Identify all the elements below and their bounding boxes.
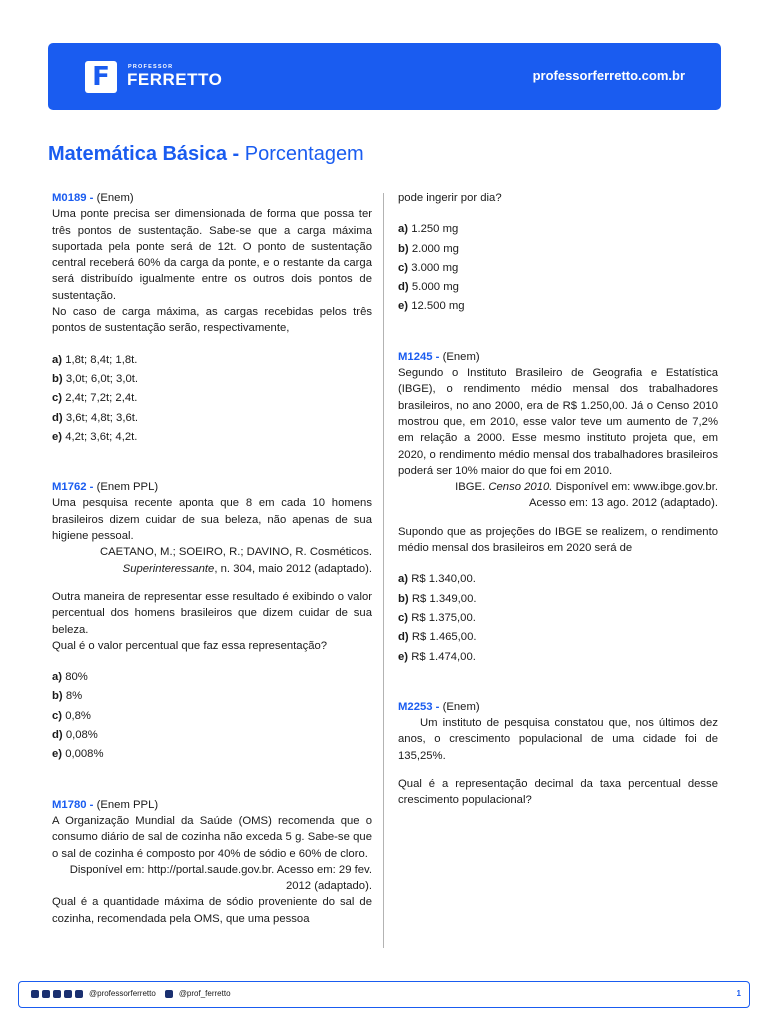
reference-line: CAETANO, M.; SOEIRO, R.; DAVINO, R. Cosméticos. xyxy=(99,546,372,559)
social-handle[interactable]: @professorferretto xyxy=(89,989,156,998)
question-m1780-continued xyxy=(398,190,718,315)
question-prompt: Supondo que as projeções do IBGE se realizem, o rendimento médio mensal dos brasileiros em 2020 será de xyxy=(398,525,718,555)
option-c[interactable]: c) 0,8% xyxy=(52,709,91,722)
header-banner xyxy=(48,43,721,110)
question-source: (Enem PPL) xyxy=(96,798,159,811)
option-c[interactable]: c) 3.000 mg xyxy=(398,261,459,274)
youtube-icon[interactable] xyxy=(31,990,39,998)
option-a[interactable]: a) R$ 1.340,00. xyxy=(398,573,476,586)
question-text: Um instituto de pesquisa constatou que, nos últimos dez anos, o crescimento populacional de uma cidade foi de 135,25%. xyxy=(398,717,718,762)
logo-name: FERRETTO xyxy=(127,70,223,89)
option-a[interactable]: a) 80% xyxy=(52,671,88,684)
column-divider xyxy=(383,193,384,948)
question-m0189 xyxy=(52,190,372,445)
option-b[interactable]: b) 8% xyxy=(52,690,83,703)
question-text: Uma pesquisa recente aponta que 8 em cada 10 homens brasileiros dizem cuidar de sua beleza, não apenas de sua higiene pessoal. xyxy=(52,497,372,543)
option-a[interactable]: a) 1,8t; 8,4t; 1,8t. xyxy=(52,353,138,366)
option-b[interactable]: b) R$ 1.349,00. xyxy=(398,592,477,605)
option-b[interactable]: b) 2.000 mg xyxy=(398,242,459,255)
reference-line: Superinteressante, n. 304, maio 2012 (adaptado). xyxy=(122,562,372,575)
option-d[interactable]: d) 0,08% xyxy=(52,729,98,742)
question-source: (Enem PPL) xyxy=(96,481,159,494)
x-handle[interactable]: @prof_ferretto xyxy=(178,989,231,998)
question-code: M0189 - xyxy=(52,192,94,204)
x-icon[interactable] xyxy=(165,990,173,998)
question-code: M2253 - xyxy=(398,700,440,713)
option-e[interactable]: e) R$ 1.474,00. xyxy=(398,650,476,663)
question-code: M1245 - xyxy=(398,350,440,363)
right-column xyxy=(398,190,718,843)
question-m1780 xyxy=(52,797,372,927)
option-e[interactable]: e) 4,2t; 3,6t; 4,2t. xyxy=(52,430,138,443)
question-prompt: Qual é o valor percentual que faz essa representação? xyxy=(52,639,328,652)
question-prompt-continued: pode ingerir por dia? xyxy=(398,192,502,204)
question-m1245 xyxy=(398,349,718,665)
question-prompt: Qual é a quantidade máxima de sódio proveniente do sal de cozinha, recomendada pela OMS, que uma pessoa xyxy=(52,896,372,925)
title-subject: Matemática Básica - xyxy=(48,143,240,165)
question-text: Uma ponte precisa ser dimensionada de forma que possa ter três pontos de sustentação. Sabe-se que a carga máxima suportada pela ponte será de 12t. O ponto de sustentação central receberá 60% da carga da ponte, e o restante da carga será distribuído igualmente entre os outros dois pontos de sustentação. xyxy=(52,208,372,302)
option-b[interactable]: b) 3,0t; 6,0t; 3,0t. xyxy=(52,372,139,385)
telegram-icon[interactable] xyxy=(75,990,83,998)
option-e[interactable]: e) 0,008% xyxy=(52,748,104,761)
question-prompt: Qual é a representação decimal da taxa percentual desse crescimento populacional? xyxy=(398,778,718,807)
option-d[interactable]: d) 5.000 mg xyxy=(398,281,459,294)
question-text: Segundo o Instituto Brasileiro de Geografia e Estatística (IBGE), o rendimento médio mensal dos trabalhadores brasileiros, no ano 2000, era de R$ 1.250,00. Já o Censo 2010 mostrou que, em 2010, esse valor teve um aumento de 7,2% em relação a 2000. Esse mesmo instituto projeta que, em 2020, o rendimento médio mensal dos trabalhadores brasileiros poderá ser 10% maior do que foi em 2010. xyxy=(398,367,718,477)
question-source: (Enem) xyxy=(442,700,480,713)
option-d[interactable]: d) 3,6t; 4,8t; 3,6t. xyxy=(52,411,139,424)
social-links xyxy=(31,989,237,998)
option-c[interactable]: c) 2,4t; 7,2t; 2,4t. xyxy=(52,392,138,405)
page-title xyxy=(48,143,364,166)
question-m1762 xyxy=(52,479,372,762)
reference-line: IBGE. Censo 2010. Disponível em: www.ibge.gov.br. xyxy=(455,481,718,494)
site-link[interactable]: professorferretto.com.br xyxy=(532,68,685,83)
reference-line: Acesso em: 13 ago. 2012 (adaptado). xyxy=(528,497,718,510)
question-prompt: No caso de carga máxima, as cargas recebidas pelos três pontos de sustentação serão, respectivamente, xyxy=(52,306,372,335)
question-code: M1762 - xyxy=(52,481,94,494)
question-source: (Enem) xyxy=(442,350,480,363)
option-e[interactable]: e) 12.500 mg xyxy=(398,300,465,313)
instagram-icon[interactable] xyxy=(42,990,50,998)
question-m2253 xyxy=(398,699,718,809)
question-code: M1780 - xyxy=(52,798,94,811)
tiktok-icon[interactable] xyxy=(64,990,72,998)
option-d[interactable]: d) R$ 1.465,00. xyxy=(398,631,477,644)
question-text: A Organização Mundial da Saúde (OMS) recomenda que o consumo diário de sal de cozinha não exceda 5 g. Sabe-se que o sal de cozinha é composto por 40% de sódio e 60% de cloro. xyxy=(52,814,372,860)
footer-bar xyxy=(18,981,750,1008)
question-source: (Enem) xyxy=(96,192,134,204)
page-number: 1 xyxy=(736,989,741,998)
title-topic: Porcentagem xyxy=(244,143,364,165)
logo-subtitle: PROFESSOR xyxy=(128,64,174,70)
option-c[interactable]: c) R$ 1.375,00. xyxy=(398,611,476,624)
facebook-icon[interactable] xyxy=(53,990,61,998)
left-column xyxy=(52,190,372,961)
reference-line: Disponível em: http://portal.saude.gov.br. Acesso em: 29 fev. 2012 (adaptado). xyxy=(69,863,372,893)
ferretto-logo-icon: F xyxy=(85,61,117,93)
question-text: Outra maneira de representar esse resultado é exibindo o valor percentual dos homens brasileiros que dizem cuidar de sua beleza. xyxy=(52,590,372,636)
option-a[interactable]: a) 1.250 mg xyxy=(398,223,459,236)
